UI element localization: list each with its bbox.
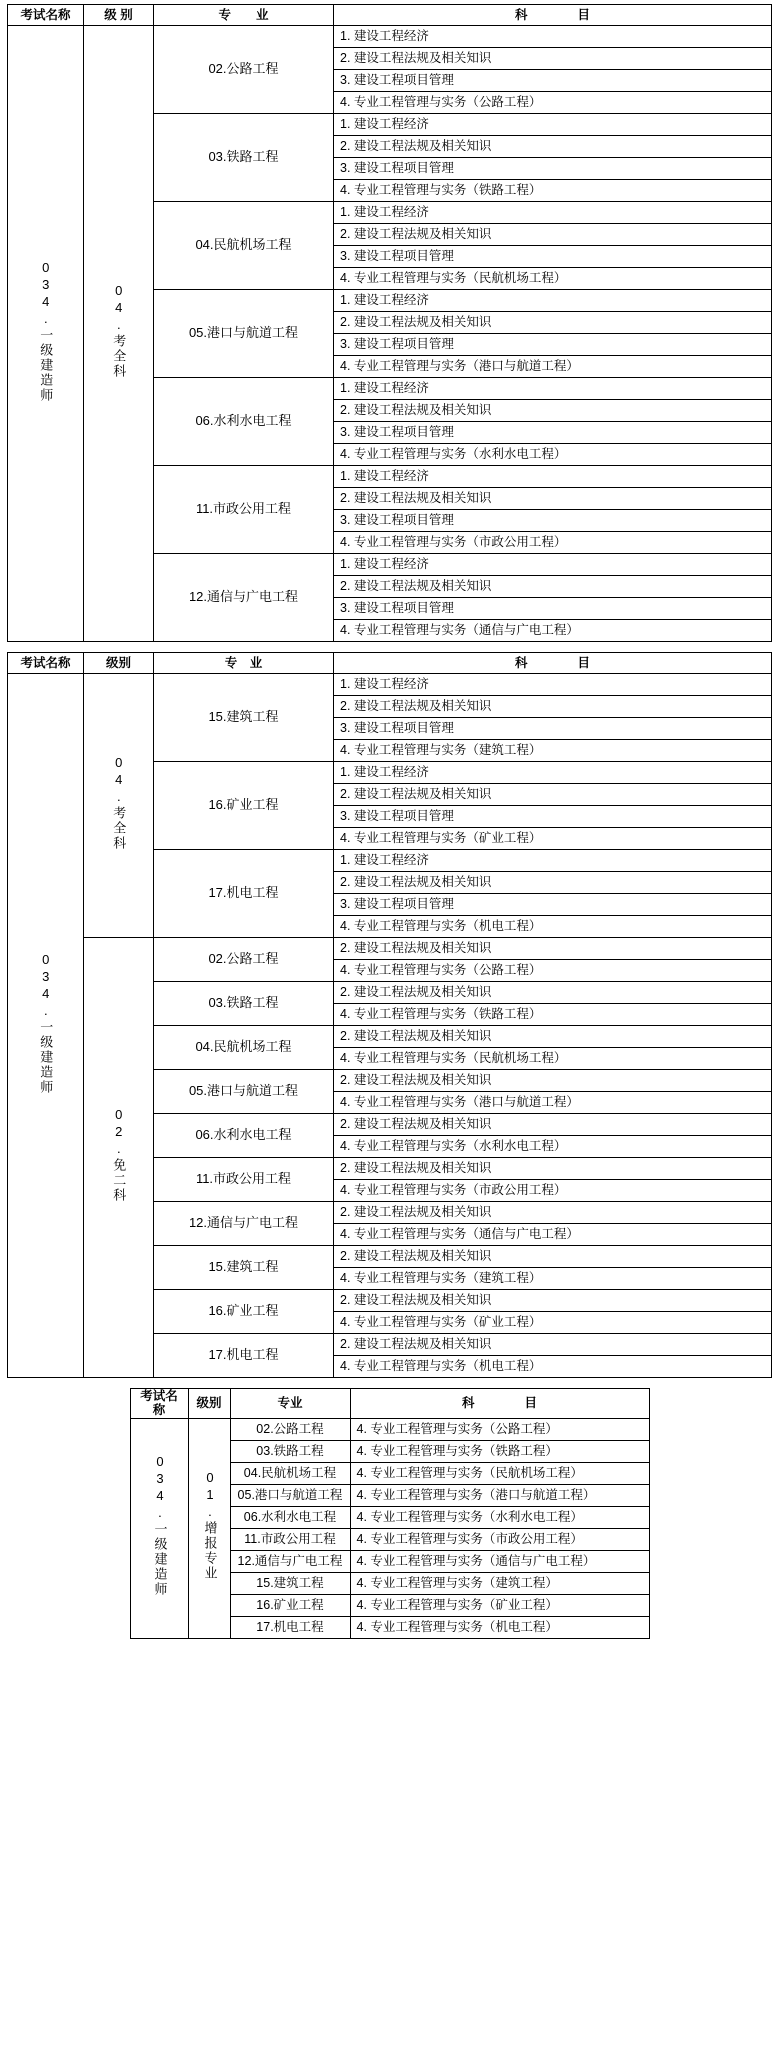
major-cell: 03.铁路工程 [230, 1440, 350, 1462]
subject-cell: 2. 建设工程法规及相关知识 [334, 312, 772, 334]
header-subject: 科 目 [334, 5, 772, 26]
subject-cell: 2. 建设工程法规及相关知识 [334, 784, 772, 806]
header-exam-name: 考试名称 [130, 1389, 188, 1419]
major-cell: 11.市政公用工程 [230, 1528, 350, 1550]
subject-cell: 2. 建设工程法规及相关知识 [334, 1202, 772, 1224]
subject-cell: 1. 建设工程经济 [334, 850, 772, 872]
subject-cell: 1. 建设工程经济 [334, 466, 772, 488]
subject-cell: 3. 建设工程项目管理 [334, 158, 772, 180]
subject-cell: 2. 建设工程法规及相关知识 [334, 696, 772, 718]
subject-cell: 2. 建设工程法规及相关知识 [334, 48, 772, 70]
subject-cell: 4. 专业工程管理与实务（水利水电工程） [334, 1136, 772, 1158]
subject-cell: 4. 专业工程管理与实务（港口与航道工程） [334, 356, 772, 378]
major-cell: 05.港口与航道工程 [154, 290, 334, 378]
header-subject: 科 目 [350, 1389, 649, 1419]
header-level: 级 别 [84, 5, 154, 26]
subject-cell: 2. 建设工程法规及相关知识 [334, 1114, 772, 1136]
major-cell: 02.公路工程 [230, 1418, 350, 1440]
subject-cell: 3. 建设工程项目管理 [334, 422, 772, 444]
subject-cell: 2. 建设工程法规及相关知识 [334, 938, 772, 960]
major-cell: 04.民航机场工程 [154, 1026, 334, 1070]
subject-cell: 2. 建设工程法规及相关知识 [334, 400, 772, 422]
major-cell: 15.建筑工程 [154, 1246, 334, 1290]
subject-cell: 4. 专业工程管理与实务（建筑工程） [334, 1268, 772, 1290]
subject-cell: 4. 专业工程管理与实务（公路工程） [334, 92, 772, 114]
major-cell: 16.矿业工程 [154, 762, 334, 850]
subject-cell: 2. 建设工程法规及相关知识 [334, 136, 772, 158]
subject-cell: 4. 专业工程管理与实务（建筑工程） [334, 740, 772, 762]
subject-cell: 2. 建设工程法规及相关知识 [334, 488, 772, 510]
level-cell-text: 01.增报专业 [202, 1470, 218, 1582]
header-exam-name: 考试名称 [8, 5, 84, 26]
subject-cell: 4. 专业工程管理与实务（港口与航道工程） [334, 1092, 772, 1114]
exam-subject-table-1 [7, 4, 772, 642]
major-cell: 04.民航机场工程 [230, 1462, 350, 1484]
subject-cell: 4. 专业工程管理与实务（公路工程） [334, 960, 772, 982]
exam-subject-table-3 [130, 1388, 650, 1639]
subject-cell: 4. 专业工程管理与实务（市政公用工程） [350, 1528, 649, 1550]
subject-cell: 4. 专业工程管理与实务（矿业工程） [334, 828, 772, 850]
subject-cell: 3. 建设工程项目管理 [334, 70, 772, 92]
level-cell-full-text: 04.考全科 [111, 755, 127, 852]
subject-cell: 1. 建设工程经济 [334, 674, 772, 696]
major-cell: 12.通信与广电工程 [230, 1550, 350, 1572]
subject-cell: 4. 专业工程管理与实务（通信与广电工程） [334, 1224, 772, 1246]
subject-cell: 4. 专业工程管理与实务（民航机场工程） [334, 1048, 772, 1070]
table-header-row [8, 653, 772, 674]
subject-cell: 1. 建设工程经济 [334, 202, 772, 224]
major-cell: 11.市政公用工程 [154, 1158, 334, 1202]
subject-cell: 1. 建设工程经济 [334, 378, 772, 400]
level-cell [188, 1418, 230, 1638]
subject-cell: 2. 建设工程法规及相关知识 [334, 1334, 772, 1356]
major-cell: 12.通信与广电工程 [154, 1202, 334, 1246]
major-cell: 12.通信与广电工程 [154, 554, 334, 642]
subject-cell: 2. 建设工程法规及相关知识 [334, 872, 772, 894]
header-major: 专 业 [154, 653, 334, 674]
level-cell-exempt [84, 938, 154, 1378]
subject-cell: 3. 建设工程项目管理 [334, 806, 772, 828]
subject-cell: 1. 建设工程经济 [334, 762, 772, 784]
major-cell: 04.民航机场工程 [154, 202, 334, 290]
major-cell: 16.矿业工程 [230, 1594, 350, 1616]
major-cell: 05.港口与航道工程 [230, 1484, 350, 1506]
subject-cell: 3. 建设工程项目管理 [334, 598, 772, 620]
major-cell: 17.机电工程 [154, 1334, 334, 1378]
subject-cell: 4. 专业工程管理与实务（市政公用工程） [334, 532, 772, 554]
major-cell: 03.铁路工程 [154, 114, 334, 202]
subject-cell: 1. 建设工程经济 [334, 290, 772, 312]
header-level: 级别 [188, 1389, 230, 1419]
header-exam-name: 考试名称 [8, 653, 84, 674]
major-cell: 17.机电工程 [230, 1616, 350, 1638]
major-cell: 06.水利水电工程 [230, 1506, 350, 1528]
table-header-row [8, 5, 772, 26]
subject-cell: 3. 建设工程项目管理 [334, 334, 772, 356]
level-cell-full [84, 674, 154, 938]
subject-cell: 1. 建设工程经济 [334, 26, 772, 48]
subject-cell: 2. 建设工程法规及相关知识 [334, 1026, 772, 1048]
subject-cell: 4. 专业工程管理与实务（机电工程） [350, 1616, 649, 1638]
table-row [8, 26, 772, 48]
subject-cell: 3. 建设工程项目管理 [334, 718, 772, 740]
header-subject: 科 目 [334, 653, 772, 674]
table-row [130, 1418, 649, 1440]
subject-cell: 4. 专业工程管理与实务（铁路工程） [350, 1440, 649, 1462]
subject-cell: 1. 建设工程经济 [334, 114, 772, 136]
header-major: 专业 [230, 1389, 350, 1419]
subject-cell: 1. 建设工程经济 [334, 554, 772, 576]
level-cell-text: 04.考全科 [111, 283, 127, 380]
exam-subject-table-2 [7, 652, 772, 1378]
subject-cell: 4. 专业工程管理与实务（矿业工程） [350, 1594, 649, 1616]
subject-cell: 2. 建设工程法规及相关知识 [334, 1070, 772, 1092]
level-cell [84, 26, 154, 642]
exam-name-cell-text: 034.一级建造师 [38, 259, 54, 403]
subject-cell: 3. 建设工程项目管理 [334, 894, 772, 916]
table-gap-1 [0, 642, 779, 652]
subject-cell: 2. 建设工程法规及相关知识 [334, 1290, 772, 1312]
subject-cell: 2. 建设工程法规及相关知识 [334, 576, 772, 598]
exam-name-cell [8, 674, 84, 1378]
subject-cell: 4. 专业工程管理与实务（公路工程） [350, 1418, 649, 1440]
subject-cell: 4. 专业工程管理与实务（铁路工程） [334, 1004, 772, 1026]
subject-cell: 4. 专业工程管理与实务（通信与广电工程） [350, 1550, 649, 1572]
table-row [8, 674, 772, 696]
major-cell: 02.公路工程 [154, 26, 334, 114]
major-cell: 02.公路工程 [154, 938, 334, 982]
major-cell: 05.港口与航道工程 [154, 1070, 334, 1114]
subject-cell: 4. 专业工程管理与实务（通信与广电工程） [334, 620, 772, 642]
major-cell: 17.机电工程 [154, 850, 334, 938]
subject-cell: 3. 建设工程项目管理 [334, 510, 772, 532]
subject-cell: 2. 建设工程法规及相关知识 [334, 1246, 772, 1268]
exam-name-cell-text: 034.一级建造师 [38, 951, 54, 1095]
exam-name-cell [130, 1418, 188, 1638]
subject-cell: 4. 专业工程管理与实务（铁路工程） [334, 180, 772, 202]
subject-cell: 2. 建设工程法规及相关知识 [334, 982, 772, 1004]
subject-cell: 4. 专业工程管理与实务（民航机场工程） [350, 1462, 649, 1484]
subject-cell: 2. 建设工程法规及相关知识 [334, 224, 772, 246]
subject-cell: 4. 专业工程管理与实务（港口与航道工程） [350, 1484, 649, 1506]
level-cell-exempt-text: 02.免二科 [111, 1107, 127, 1204]
header-level: 级别 [84, 653, 154, 674]
subject-cell: 4. 专业工程管理与实务（水利水电工程） [350, 1506, 649, 1528]
major-cell: 15.建筑工程 [230, 1572, 350, 1594]
subject-cell: 4. 专业工程管理与实务（矿业工程） [334, 1312, 772, 1334]
subject-cell: 4. 专业工程管理与实务（机电工程） [334, 1356, 772, 1378]
subject-cell: 4. 专业工程管理与实务（建筑工程） [350, 1572, 649, 1594]
subject-cell: 3. 建设工程项目管理 [334, 246, 772, 268]
subject-cell: 4. 专业工程管理与实务（水利水电工程） [334, 444, 772, 466]
major-cell: 03.铁路工程 [154, 982, 334, 1026]
subject-cell: 4. 专业工程管理与实务（市政公用工程） [334, 1180, 772, 1202]
major-cell: 06.水利水电工程 [154, 378, 334, 466]
exam-name-cell [8, 26, 84, 642]
exam-name-cell-text: 034.一级建造师 [152, 1454, 168, 1598]
table-gap-2 [0, 1378, 779, 1388]
table-header-row [130, 1389, 649, 1419]
header-major: 专 业 [154, 5, 334, 26]
table-row [8, 938, 772, 960]
major-cell: 06.水利水电工程 [154, 1114, 334, 1158]
major-cell: 11.市政公用工程 [154, 466, 334, 554]
major-cell: 16.矿业工程 [154, 1290, 334, 1334]
subject-cell: 4. 专业工程管理与实务（机电工程） [334, 916, 772, 938]
subject-cell: 4. 专业工程管理与实务（民航机场工程） [334, 268, 772, 290]
major-cell: 15.建筑工程 [154, 674, 334, 762]
subject-cell: 2. 建设工程法规及相关知识 [334, 1158, 772, 1180]
